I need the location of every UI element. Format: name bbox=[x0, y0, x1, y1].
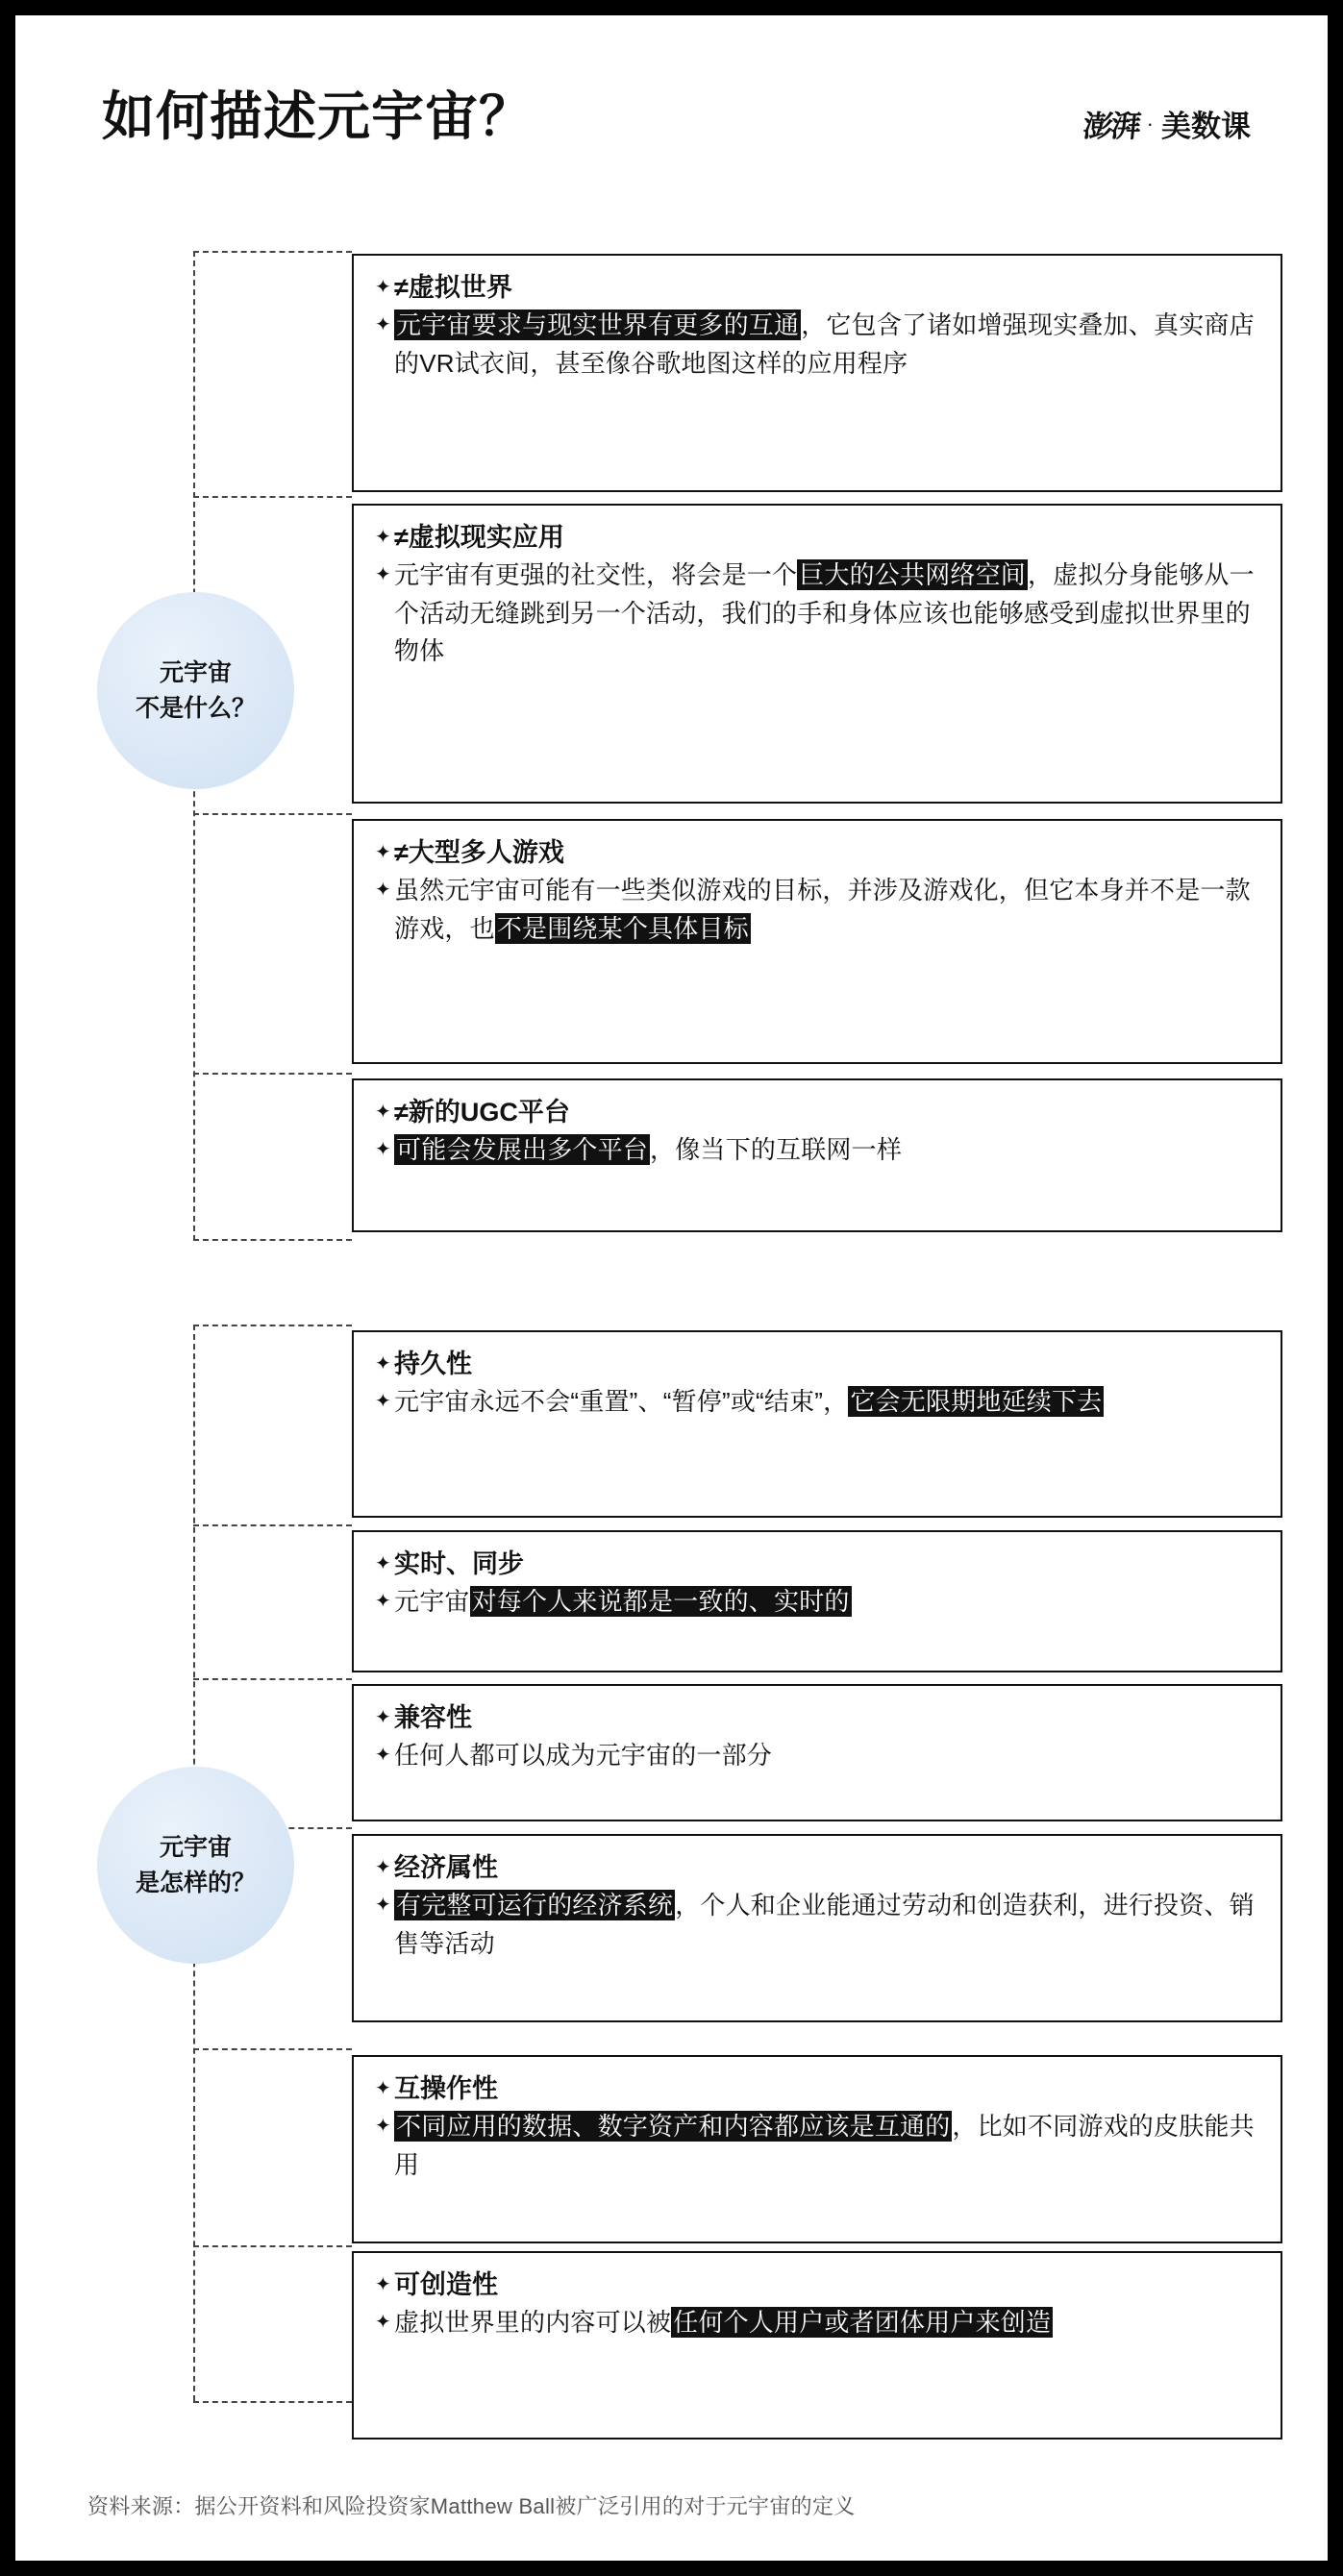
card-body-row bbox=[375, 1583, 1261, 1622]
card-persistence bbox=[352, 1330, 1282, 1518]
highlight-text: 对每个人来说都是一致的、实时的 bbox=[471, 1587, 850, 1617]
card-body-row bbox=[375, 1383, 1261, 1422]
plain-text: ，像当下的互联网一样 bbox=[650, 1135, 903, 1165]
card-heading: 兼容性 bbox=[394, 1703, 472, 1732]
card-body bbox=[394, 1383, 1104, 1422]
card-heading: ≠虚拟现实应用 bbox=[394, 523, 564, 552]
connector-horizontal-g2-b2 bbox=[193, 1524, 352, 1526]
highlight-text: 不同应用的数据、数字资产和内容都应该是互通的 bbox=[396, 2112, 951, 2142]
card-heading-row bbox=[375, 2266, 1261, 2304]
card-heading-row bbox=[375, 519, 1261, 557]
highlight-text: 任何个人用户或者团体用户来创造 bbox=[673, 2308, 1052, 2338]
highlight-text: 它会无限期地延续下去 bbox=[850, 1387, 1103, 1417]
card-heading: 经济属性 bbox=[394, 1853, 498, 1882]
card-body-row bbox=[375, 1737, 1261, 1775]
bullet-icon: ✦ bbox=[375, 314, 391, 336]
card-heading-row bbox=[375, 834, 1261, 872]
card-not-mmo-game bbox=[352, 819, 1282, 1064]
bullet-icon: ✦ bbox=[375, 2312, 391, 2334]
bullet-icon: ✦ bbox=[375, 1591, 391, 1613]
brand-logo: 澎湃 bbox=[1081, 110, 1141, 143]
bullet-icon: ✦ bbox=[375, 1707, 391, 1728]
connector-horizontal-g1-bottom bbox=[193, 1239, 352, 1241]
plain-text: 元宇宙 bbox=[394, 1587, 470, 1617]
card-heading-row bbox=[375, 1094, 1261, 1131]
group-label-circle-what-is-not bbox=[97, 592, 294, 789]
card-heading: ≠新的UGC平台 bbox=[394, 1098, 570, 1127]
card-interoperability bbox=[352, 2055, 1282, 2243]
card-body bbox=[394, 1887, 1261, 1963]
infographic-canvas bbox=[15, 15, 1328, 2561]
card-body-row bbox=[375, 2108, 1261, 2184]
card-body-row bbox=[375, 1887, 1261, 1963]
connector-horizontal-g2-b1 bbox=[193, 1325, 352, 1326]
bullet-icon: ✦ bbox=[375, 1353, 391, 1375]
highlight-text: 不是围绕某个具体目标 bbox=[496, 913, 749, 943]
plain-text: 元宇宙永远不会“重置”、“暂停”或“结束”， bbox=[394, 1387, 849, 1417]
bullet-icon: ✦ bbox=[375, 1553, 391, 1574]
circle-line-2: 不是什么？ bbox=[135, 694, 256, 722]
card-heading: 实时、同步 bbox=[394, 1549, 524, 1578]
card-body bbox=[394, 2108, 1261, 2184]
brand-mark bbox=[1083, 102, 1251, 145]
bullet-icon: ✦ bbox=[375, 2078, 391, 2099]
card-realtime-sync bbox=[352, 1530, 1282, 1672]
page-title: 如何描述元宇宙？ bbox=[102, 87, 534, 146]
highlight-text: 有完整可运行的经济系统 bbox=[396, 1891, 674, 1920]
highlight-text: 元宇宙要求与现实世界有更多的互通 bbox=[396, 310, 800, 340]
plain-text: 任何人都可以成为元宇宙的一部分 bbox=[394, 1741, 773, 1771]
connector-horizontal-g2-b6 bbox=[193, 2245, 352, 2247]
bullet-icon: ✦ bbox=[375, 527, 391, 548]
card-heading-row bbox=[375, 1346, 1261, 1383]
card-heading: 持久性 bbox=[394, 1350, 472, 1378]
card-body-row bbox=[375, 2304, 1261, 2342]
card-heading-row bbox=[375, 1849, 1261, 1887]
bullet-icon: ✦ bbox=[375, 1391, 391, 1413]
bullet-icon: ✦ bbox=[375, 842, 391, 863]
bullet-icon: ✦ bbox=[375, 1102, 391, 1123]
card-body-row bbox=[375, 1131, 1261, 1170]
brand-separator-dot: · bbox=[1146, 111, 1154, 136]
card-body bbox=[394, 872, 1261, 948]
card-heading: ≠大型多人游戏 bbox=[394, 838, 564, 867]
plain-text: 元宇宙有更强的社交性，将会是一个 bbox=[394, 560, 798, 590]
card-heading: ≠虚拟世界 bbox=[394, 273, 512, 302]
card-body bbox=[394, 557, 1261, 671]
bullet-icon: ✦ bbox=[375, 2274, 391, 2295]
connector-horizontal-g2-b3 bbox=[193, 1678, 352, 1680]
connector-horizontal-g1-b3 bbox=[193, 813, 352, 815]
card-body bbox=[394, 1131, 902, 1170]
card-body bbox=[394, 307, 1261, 383]
card-not-vr-application bbox=[352, 504, 1282, 804]
header bbox=[102, 87, 1251, 177]
highlight-text: 巨大的公共网络空间 bbox=[799, 560, 1027, 590]
circle-line-1: 元宇宙 bbox=[159, 659, 232, 687]
plain-text: ，个人和企业能通过劳动和创造获利，进行投资、销售等活动 bbox=[394, 1891, 1255, 1958]
bullet-icon: ✦ bbox=[375, 1139, 391, 1161]
card-heading-row bbox=[375, 269, 1261, 307]
connector-horizontal-g1-b4 bbox=[193, 1073, 352, 1075]
bullet-icon: ✦ bbox=[375, 1745, 391, 1767]
bullet-icon: ✦ bbox=[375, 277, 391, 298]
connector-horizontal-g1-b1 bbox=[193, 251, 352, 253]
card-economy bbox=[352, 1834, 1282, 2022]
connector-horizontal-g1-b2 bbox=[193, 496, 352, 498]
brand-name: 美数课 bbox=[1161, 110, 1251, 143]
card-not-virtual-world bbox=[352, 254, 1282, 492]
bullet-icon: ✦ bbox=[375, 2116, 391, 2138]
card-body bbox=[394, 1737, 772, 1775]
plain-text: ，它包含了诸如增强现实叠加、真实商店的VR试衣间，甚至像谷歌地图这样的应用程序 bbox=[394, 310, 1255, 378]
circle-line-1: 元宇宙 bbox=[159, 1834, 232, 1862]
circle-line-2: 是怎样的？ bbox=[135, 1869, 256, 1896]
card-compatibility bbox=[352, 1684, 1282, 1821]
plain-text: ，比如不同游戏的皮肤能共用 bbox=[394, 2112, 1255, 2179]
card-heading-row bbox=[375, 1699, 1261, 1737]
highlight-text: 可能会发展出多个平台 bbox=[396, 1135, 649, 1165]
card-heading: 互操作性 bbox=[394, 2074, 498, 2103]
bullet-icon: ✦ bbox=[375, 1857, 391, 1878]
card-body-row bbox=[375, 307, 1261, 383]
card-heading-row bbox=[375, 1546, 1261, 1583]
bullet-icon: ✦ bbox=[375, 1895, 391, 1917]
bullet-icon: ✦ bbox=[375, 564, 391, 586]
plain-text: 虽然元宇宙可能有一些类似游戏的目标，并涉及游戏化，但它本身并不是一款游戏，也 bbox=[394, 876, 1251, 943]
card-heading-row bbox=[375, 2070, 1261, 2108]
group-label-circle-what-is bbox=[97, 1767, 294, 1964]
card-heading: 可创造性 bbox=[394, 2270, 498, 2299]
bullet-icon: ✦ bbox=[375, 879, 391, 902]
connector-horizontal-g2-bottom bbox=[193, 2401, 352, 2403]
plain-text: 虚拟世界里的内容可以被 bbox=[394, 2308, 672, 2338]
card-body-row bbox=[375, 872, 1261, 948]
card-body bbox=[394, 1583, 852, 1622]
card-creativity bbox=[352, 2251, 1282, 2440]
source-note: 资料来源：据公开资料和风险投资家Matthew Ball被广泛引用的对于元宇宙的定义 bbox=[87, 2494, 856, 2518]
card-body-row bbox=[375, 557, 1261, 671]
connector-horizontal-g2-b5 bbox=[193, 2048, 352, 2050]
plain-text: ，虚拟分身能够从一个活动无缝跳到另一个活动，我们的手和身体应该也能够感受到虚拟世界里的物体 bbox=[394, 560, 1255, 666]
card-not-new-ugc-platform bbox=[352, 1078, 1282, 1232]
card-body bbox=[394, 2304, 1053, 2342]
